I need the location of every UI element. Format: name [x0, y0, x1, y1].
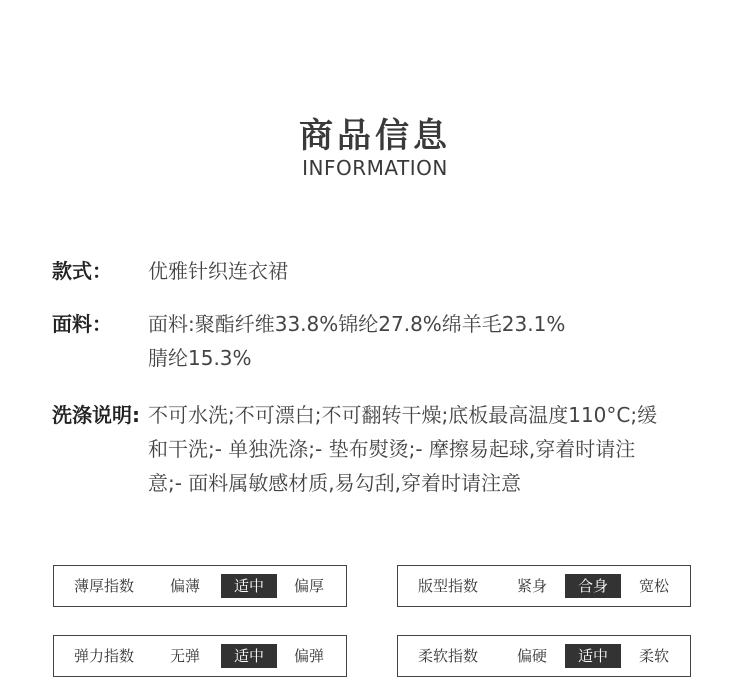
index-option[interactable]: 柔软 — [638, 647, 669, 665]
index-option[interactable]: 偏薄 — [169, 577, 200, 595]
fabric-label: 面料： — [52, 312, 112, 336]
index-option-selected[interactable]: 适中 — [221, 644, 277, 668]
style-value: 优雅针织连衣裙 — [148, 259, 288, 283]
care-line-2: 和干洗;- 单独洗涤;- 垫布熨烫;- 摩擦易起球,穿着时请注 — [148, 437, 636, 461]
care-row — [52, 398, 702, 502]
index-option[interactable]: 宽松 — [638, 577, 669, 595]
index-option-selected[interactable]: 适中 — [565, 644, 621, 668]
index-option[interactable]: 偏厚 — [293, 577, 324, 595]
fabric-row — [52, 307, 702, 379]
fabric-line-1: 面料:聚酯纤维33.8%锦纶27.8%绵羊毛23.1% — [148, 312, 566, 336]
index-name: 弹力指数 — [74, 647, 135, 665]
care-value — [148, 398, 700, 500]
style-row — [52, 254, 702, 290]
care-line-1: 不可水洗;不可漂白;不可翻转干燥;底板最高温度110°C;缓 — [148, 403, 658, 427]
index-name: 薄厚指数 — [74, 577, 135, 595]
index-option[interactable]: 偏硬 — [516, 647, 547, 665]
index-option-selected[interactable]: 适中 — [221, 574, 277, 598]
page-subtitle: INFORMATION — [302, 156, 448, 180]
care-label: 洗涤说明: — [52, 403, 140, 427]
thickness-index-box — [53, 565, 347, 607]
index-option[interactable]: 紧身 — [516, 577, 547, 595]
fit-index-box — [397, 565, 691, 607]
care-line-3: 意;- 面料属敏感材质,易勾刮,穿着时请注意 — [148, 471, 522, 495]
softness-index-box — [397, 635, 691, 677]
index-name: 版型指数 — [418, 577, 479, 595]
index-option[interactable]: 无弹 — [169, 647, 200, 665]
style-label: 款式： — [52, 259, 112, 283]
fabric-value — [148, 307, 702, 375]
index-option[interactable]: 偏弹 — [293, 647, 324, 665]
index-name: 柔软指数 — [418, 647, 479, 665]
fabric-line-2: 腈纶15.3% — [148, 346, 252, 370]
page-title: 商品信息 — [299, 116, 451, 156]
index-option-selected[interactable]: 合身 — [565, 574, 621, 598]
elasticity-index-box — [53, 635, 347, 677]
